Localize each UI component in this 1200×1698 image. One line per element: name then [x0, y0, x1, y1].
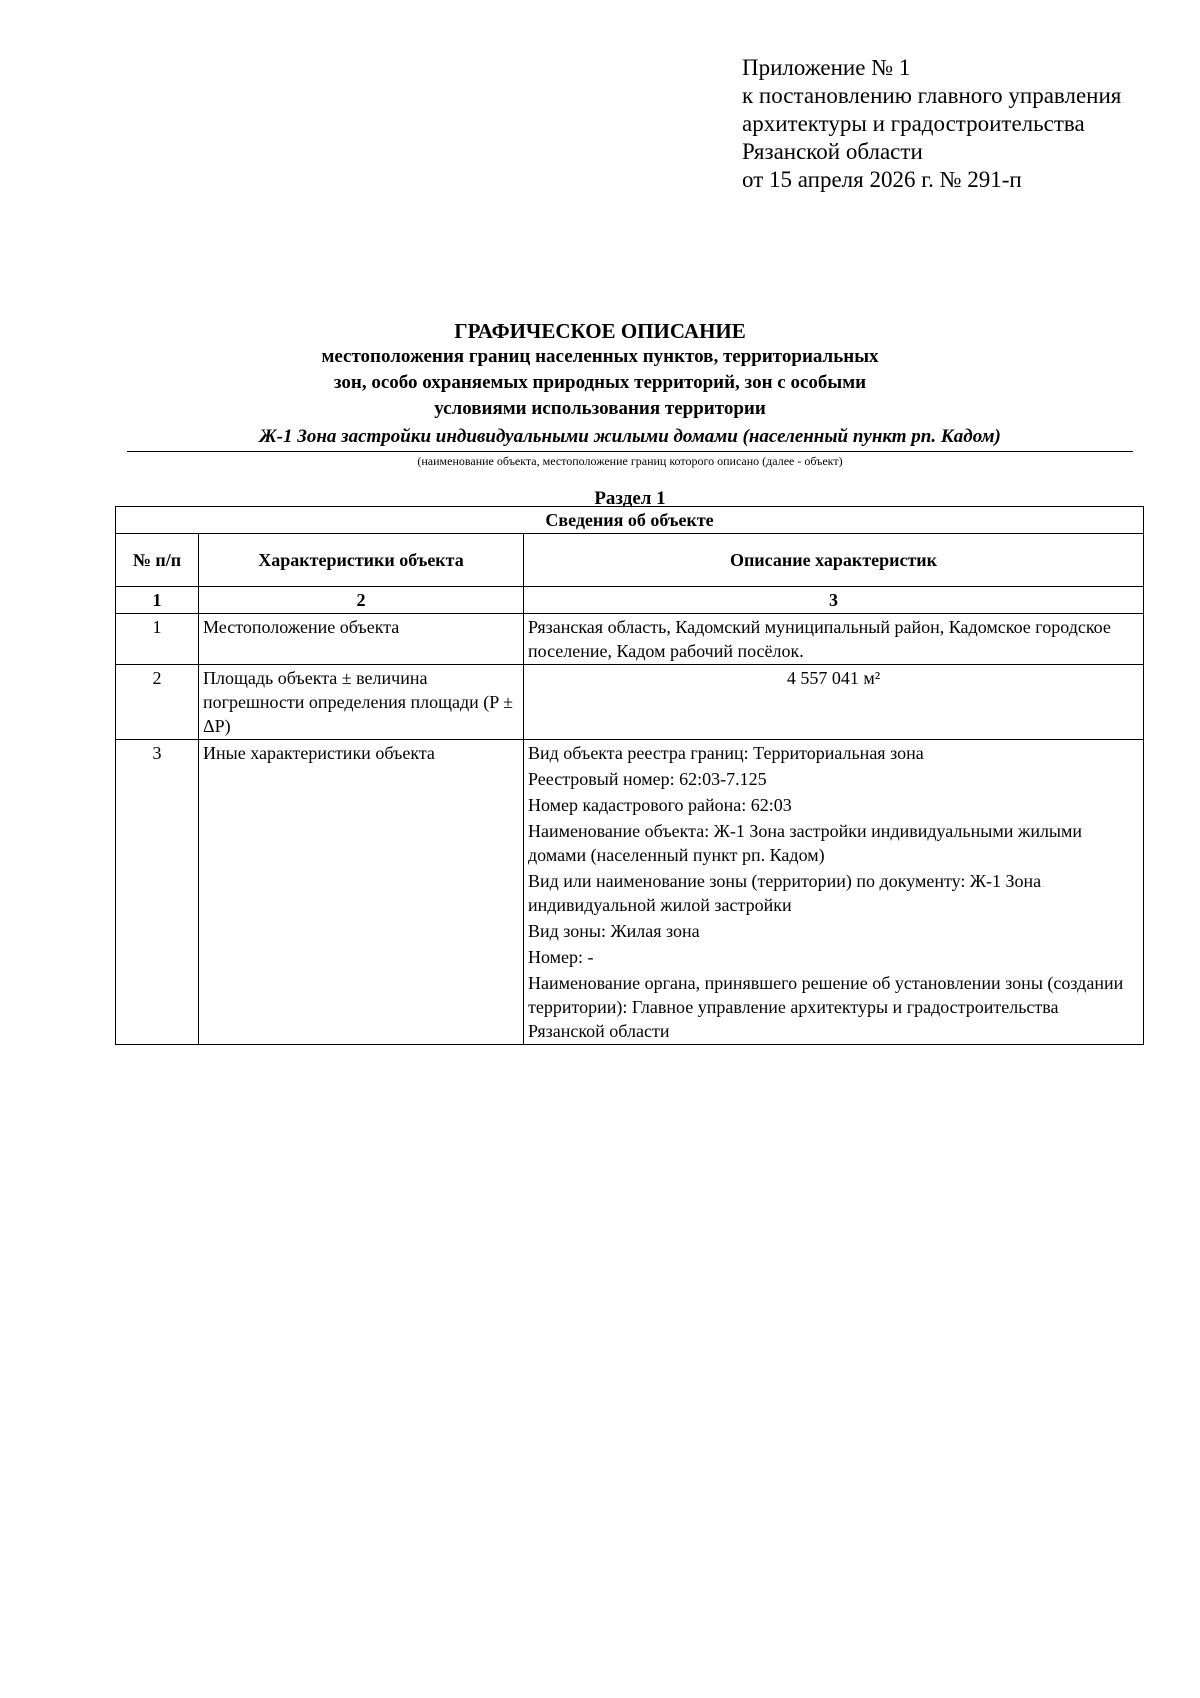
column-number: 2 — [199, 587, 524, 614]
description-line: Наименование объекта: Ж-1 Зона застройки индивидуальными жилыми домами (населенный пункт рп. Кадом) — [528, 821, 1083, 865]
column-number: 1 — [116, 587, 199, 614]
row-characteristic: Площадь объекта ± величина погрешности определения площади (P ± ΔP) — [199, 665, 524, 740]
column-number-row — [116, 587, 1144, 614]
row-characteristic: Иные характеристики объекта — [199, 740, 524, 1045]
section-label: Раздел 1 — [594, 488, 666, 509]
appendix-date-line: от 15 апреля 2026 г. № 291-п — [742, 167, 1022, 192]
description-line: Номер: - — [528, 947, 594, 967]
row-description — [524, 740, 1144, 1045]
appendix-line: архитектуры и градостроительства — [742, 111, 1085, 136]
column-number: 3 — [524, 587, 1144, 614]
table-header-row — [116, 534, 1144, 587]
appendix-block — [742, 54, 1121, 194]
row-number: 2 — [116, 665, 199, 740]
row-characteristic: Местоположение объекта — [199, 614, 524, 665]
row-number: 3 — [116, 740, 199, 1045]
object-name-hint: (наименование объекта, местоположение границ которого описано (далее - объект) — [417, 454, 843, 468]
table-row — [116, 740, 1144, 1045]
description-line: Вид объекта реестра границ: Территориальная зона — [528, 743, 924, 763]
row-number: 1 — [116, 614, 199, 665]
table-caption-row — [116, 507, 1144, 534]
description-line: Вид или наименование зоны (территории) по документу: Ж-1 Зона индивидуальной жилой застройки — [528, 871, 1042, 915]
table-row — [116, 665, 1144, 740]
area-value: 4 557 041 м² — [524, 665, 1144, 740]
title-subtitle-line: местоположения границ населенных пунктов, территориальных — [321, 346, 879, 367]
appendix-line: к постановлению главного управления — [742, 83, 1122, 108]
object-info-table — [115, 506, 1144, 1045]
description-line: Номер кадастрового района: 62:03 — [528, 795, 792, 815]
header-num: № п/п — [116, 534, 199, 587]
appendix-line: Рязанской области — [742, 139, 923, 164]
table-caption: Сведения об объекте — [116, 507, 1144, 534]
title-subtitle-line: зон, особо охраняемых природных территорий, зон с особыми — [333, 372, 867, 393]
title-subtitle-line: условиями использования территории — [434, 398, 766, 419]
header-description: Описание характеристик — [524, 534, 1144, 587]
description-line: Наименование органа, принявшего решение об установлении зоны (создании территории): Главное управление архитектуры и градостроительства Рязанской области — [528, 973, 1124, 1041]
row-description — [524, 614, 1144, 665]
object-name: Ж-1 Зона застройки индивидуальными жилыми домами (населенный пункт рп. Кадом) — [127, 424, 1133, 452]
description-line: Вид зоны: Жилая зона — [528, 921, 700, 941]
description-line: Рязанская область, Кадомский муниципальный район, Кадомское городское поселение, Кадом рабочий посёлок. — [528, 617, 1111, 661]
appendix-line: Приложение № 1 — [742, 55, 911, 80]
document-title — [0, 318, 1200, 422]
title-main: ГРАФИЧЕСКОЕ ОПИСАНИЕ — [454, 319, 746, 343]
description-line: Реестровый номер: 62:03-7.125 — [528, 769, 767, 789]
table-row — [116, 614, 1144, 665]
header-characteristics: Характеристики объекта — [199, 534, 524, 587]
